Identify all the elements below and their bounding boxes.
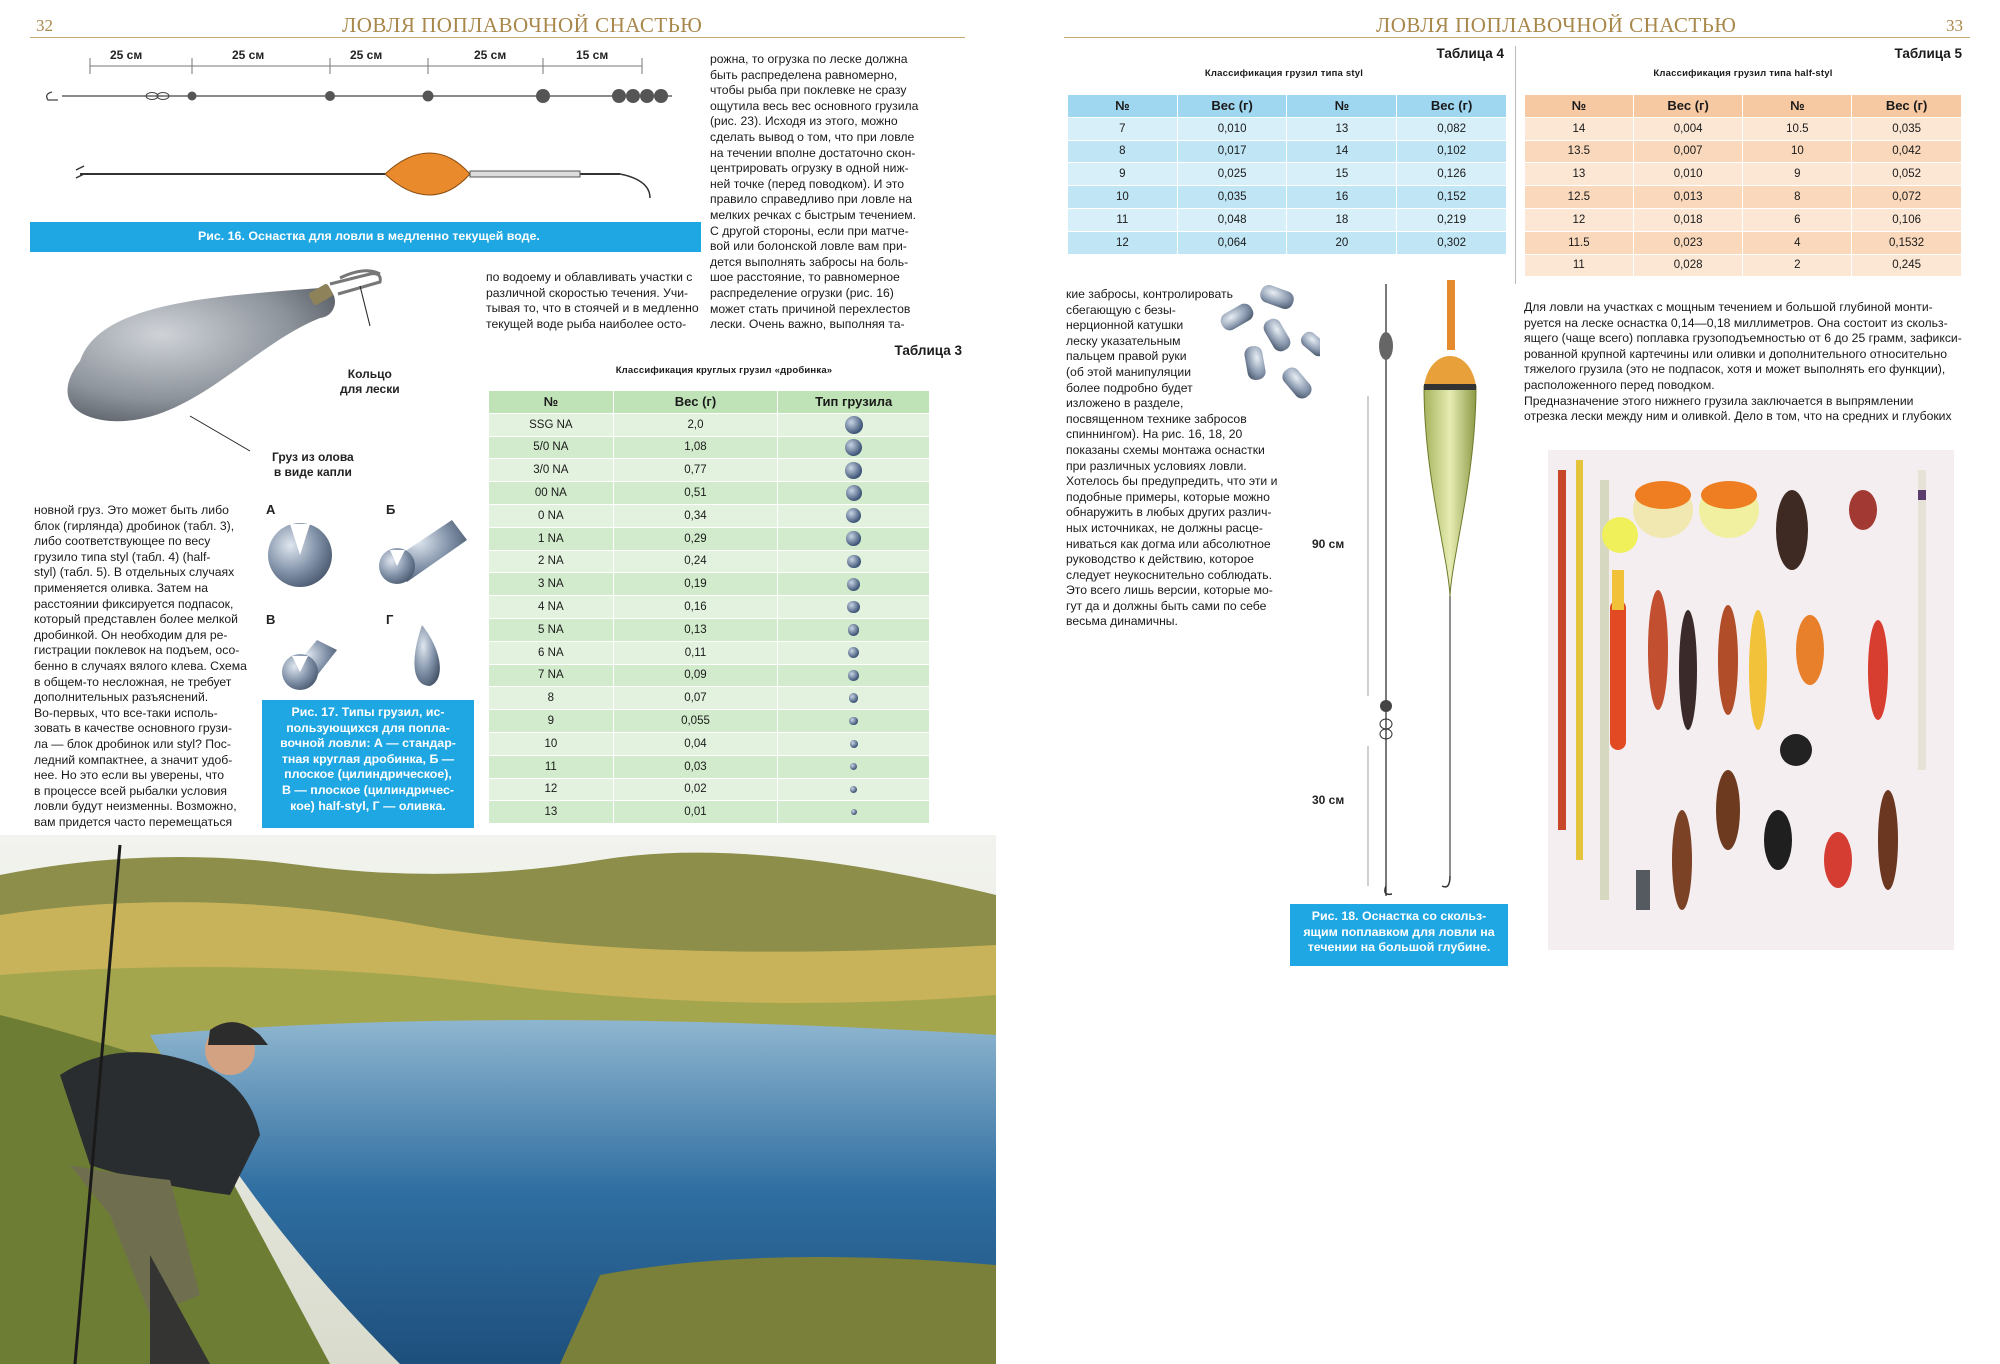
table-row [489, 596, 930, 619]
table-cell: 0,023 [1633, 231, 1743, 254]
table-cell: 18 [1287, 208, 1397, 231]
table-cell [778, 641, 930, 664]
table-row [1068, 117, 1507, 140]
table-cell [778, 710, 930, 733]
table-row [1068, 163, 1507, 186]
table-cell: 1,08 [613, 436, 778, 459]
table-row [489, 527, 930, 550]
table-row [489, 413, 930, 436]
table-cell: 16 [1287, 186, 1397, 209]
table-cell: 0,102 [1397, 140, 1507, 163]
fig17-letter-g: Г [386, 612, 394, 627]
table-cell: 7 [1068, 117, 1178, 140]
table-cell: 9 [489, 710, 614, 733]
table-cell: 2 NA [489, 550, 614, 573]
header-rule-left [30, 37, 965, 38]
table-row [1068, 208, 1507, 231]
table-cell: 00 NA [489, 482, 614, 505]
split-shot-icon [845, 439, 862, 456]
table4-header-number-2: № [1287, 95, 1397, 118]
table3-header-number: № [489, 391, 614, 414]
running-title-left: ЛОВЛЯ ПОПЛАВОЧНОЙ СНАСТЬЮ [342, 13, 703, 37]
table-row [489, 573, 930, 596]
table-row [1525, 117, 1962, 140]
styl-weight-b [379, 520, 467, 584]
table-cell: 0,245 [1852, 254, 1962, 277]
table-row [489, 755, 930, 778]
split-shot-icon [850, 763, 858, 771]
table-cell: 0,1532 [1852, 231, 1962, 254]
table-row [1525, 208, 1962, 231]
figure-18-caption: Рис. 18. Оснастка со скольз- ящим поплавком для ловли на течении на большой глубине. [1290, 904, 1508, 966]
figure-17-caption: Рис. 17. Типы грузил, ис- пользующихся для попла- вочной ловли: А — стандар- тная круглая дробинка, Б — плоское (цилиндрическое), В — плоское (цилиндричес- кое) half-styl, Г — оливка. [262, 700, 474, 828]
table-cell: 0,16 [613, 596, 778, 619]
distance-label-4: 25 см [474, 48, 507, 62]
figure-16 [30, 44, 702, 220]
table-cell: 0,09 [613, 664, 778, 687]
table-cell [778, 755, 930, 778]
split-shot-icon [848, 670, 858, 680]
table-row [1525, 186, 1962, 209]
split-shot-icon [848, 647, 859, 658]
table-row [489, 664, 930, 687]
table-cell: 0,34 [613, 504, 778, 527]
table-cell [778, 801, 930, 824]
distance-label-1: 25 см [110, 48, 143, 62]
table3-header-type: Тип грузила [778, 391, 930, 414]
table-cell: 0,02 [613, 778, 778, 801]
table-cell: 7 NA [489, 664, 614, 687]
fig17-letter-v: В [266, 612, 276, 627]
table-cell: 11.5 [1525, 231, 1634, 254]
text-column-left: новной груз. Это может быть либо блок (гирлянда) дробинок (табл. 3), либо соответствующее по весу грузило типа styl (табл. 4) (half- styl) (табл. 5). В отдельных случаях применяется оливка. Затем на расстоянии фиксируется подпасок, который представлен более мелкой дробинкой. Он необходим для ре- гистрации поклевок на подъем, осо- бенно в случаях вялого клева. Схема в общем-то несложная, не требует дополнительных разъяснений. Во-первых, что все-таки исполь- зовать в качестве основного грузи- ла — блок дробинок или styl? Пос- ледний компактнее, а значит удоб- нее. Но это если вы уверены, что в процессе всей рыбалки условия ловли будут неизменны. Возможно, вам придется часто перемещаться [34, 503, 247, 829]
table-cell: 0,013 [1633, 186, 1743, 209]
table-cell: 0,018 [1633, 208, 1743, 231]
table-row [1068, 186, 1507, 209]
table-cell: 0,072 [1852, 186, 1962, 209]
split-shot-icon [845, 462, 862, 479]
table-cell [778, 664, 930, 687]
table-cell: 0,03 [613, 755, 778, 778]
split-shot-icon [847, 578, 860, 591]
table-cell [778, 504, 930, 527]
table-cell [778, 436, 930, 459]
table4-subtitle: Классификация грузил типа styl [1204, 68, 1364, 79]
lead-drop-shape [68, 288, 335, 421]
table-cell [778, 778, 930, 801]
split-shot-icon [849, 717, 858, 726]
table-row [1525, 140, 1962, 163]
table4-header-number-1: № [1068, 95, 1178, 118]
header-rule-right [1064, 37, 1970, 38]
table4 [1067, 94, 1507, 255]
table3-subtitle: Классификация круглых грузил «дробинка» [615, 365, 833, 376]
table-cell: 14 [1525, 117, 1634, 140]
table-cell: 13.5 [1525, 140, 1634, 163]
table-cell: 10 [1743, 140, 1852, 163]
table-cell: 0,07 [613, 687, 778, 710]
table-cell [778, 413, 930, 436]
table-cell: 0,035 [1177, 186, 1287, 209]
table-cell: 0,01 [613, 801, 778, 824]
running-title-right: ЛОВЛЯ ПОПЛАВОЧНОЙ СНАСТЬЮ [1376, 13, 1737, 37]
table-cell: 9 [1068, 163, 1178, 186]
table-row [489, 710, 930, 733]
table-cell [778, 527, 930, 550]
split-shot-a [268, 523, 332, 587]
table-cell: 0,004 [1633, 117, 1743, 140]
split-shot-icon [849, 693, 859, 703]
table-cell [778, 596, 930, 619]
table-cell: 6 NA [489, 641, 614, 664]
table-cell: 0,219 [1397, 208, 1507, 231]
table4-body [1068, 117, 1507, 254]
table-cell: 14 [1287, 140, 1397, 163]
label-lead-drop: Груз из олова в виде капли [272, 450, 354, 479]
table-cell: 8 [489, 687, 614, 710]
table-row [489, 504, 930, 527]
table-row [489, 618, 930, 641]
page-number-left: 32 [36, 16, 53, 35]
table4-header-weight-1: Вес (г) [1177, 95, 1287, 118]
fig17-letter-a: А [266, 502, 276, 517]
table5-header-number-2: № [1743, 95, 1852, 118]
table-cell: 0,152 [1397, 186, 1507, 209]
table-cell: 0,29 [613, 527, 778, 550]
table5-subtitle: Классификация грузил типа half-styl [1653, 68, 1833, 79]
table-cell: 0,126 [1397, 163, 1507, 186]
table-cell: 0,24 [613, 550, 778, 573]
table-cell: 13 [489, 801, 614, 824]
table-row [489, 482, 930, 505]
table-cell: 0,048 [1177, 208, 1287, 231]
table-row [1525, 163, 1962, 186]
table-cell: 3 NA [489, 573, 614, 596]
photo-river-angler [0, 835, 996, 1364]
table-cell: 8 [1743, 186, 1852, 209]
table-cell [778, 687, 930, 710]
table-cell: 5 NA [489, 618, 614, 641]
table-cell: 0,052 [1852, 163, 1962, 186]
table5-header-number-1: № [1525, 95, 1634, 118]
table-cell: 12 [489, 778, 614, 801]
half-styl-weight-v [282, 640, 337, 690]
split-shot-icon [846, 508, 861, 523]
table-cell: 0,13 [613, 618, 778, 641]
split-shot-icon [846, 485, 862, 501]
table3-title: Таблица 3 [894, 343, 962, 358]
table5-header-weight-2: Вес (г) [1852, 95, 1962, 118]
table-cell: 2,0 [613, 413, 778, 436]
photo-floats-collection [1548, 450, 1954, 950]
table-cell: 8 [1068, 140, 1178, 163]
table-cell: 4 [1743, 231, 1852, 254]
table-cell: 5/0 NA [489, 436, 614, 459]
table-row [489, 801, 930, 824]
table-cell: 2 [1743, 254, 1852, 277]
figure-16-caption: Рис. 16. Оснастка для ловли в медленно текущей воде. [30, 222, 701, 252]
table-cell [778, 732, 930, 755]
table-row [1525, 231, 1962, 254]
table-row [489, 641, 930, 664]
fig18-distance-90: 90 см [1312, 537, 1345, 551]
table-cell [778, 482, 930, 505]
fig18-distance-30: 30 см [1312, 793, 1345, 807]
table-cell [778, 573, 930, 596]
table-cell: 15 [1287, 163, 1397, 186]
table-cell: 0,302 [1397, 231, 1507, 254]
split-shot-icon [845, 416, 863, 434]
table-cell: 11 [1068, 208, 1178, 231]
table-cell: 10.5 [1743, 117, 1852, 140]
table-cell: 10 [489, 732, 614, 755]
table-cell: 0,055 [613, 710, 778, 733]
table5-header-weight-1: Вес (г) [1633, 95, 1743, 118]
table-cell: 0,04 [613, 732, 778, 755]
table-cell: 0 NA [489, 504, 614, 527]
rig-diagram-16 [30, 44, 702, 220]
table-row [489, 778, 930, 801]
split-shot-icon [848, 624, 860, 636]
table4-header-weight-2: Вес (г) [1397, 95, 1507, 118]
table-row [1068, 140, 1507, 163]
split-shot-icon [850, 740, 858, 748]
table-row [489, 550, 930, 573]
split-shot-icon [846, 531, 861, 546]
table-cell: 9 [1743, 163, 1852, 186]
table-cell: 0,11 [613, 641, 778, 664]
distance-label-5: 15 см [576, 48, 609, 62]
table-cell: 0,035 [1852, 117, 1962, 140]
table-cell: 1 NA [489, 527, 614, 550]
table-row [489, 732, 930, 755]
table-cell: 0,106 [1852, 208, 1962, 231]
table-cell: 13 [1525, 163, 1634, 186]
table-cell: 0,007 [1633, 140, 1743, 163]
olive-weight-g [414, 625, 439, 686]
table-cell [778, 550, 930, 573]
table-cell: 12 [1525, 208, 1634, 231]
table-cell: 0,082 [1397, 117, 1507, 140]
table-row [489, 436, 930, 459]
table-cell: 0,51 [613, 482, 778, 505]
table-cell: 12.5 [1525, 186, 1634, 209]
table4-title: Таблица 4 [1436, 46, 1504, 61]
split-shot-icon [847, 601, 859, 613]
table-cell: 20 [1287, 231, 1397, 254]
split-shot-icon [851, 809, 857, 815]
split-shot-icon [847, 555, 861, 569]
table-cell: 0,064 [1177, 231, 1287, 254]
table5-title: Таблица 5 [1894, 46, 1962, 61]
table-row [489, 459, 930, 482]
table-cell: 10 [1068, 186, 1178, 209]
table-cell [778, 459, 930, 482]
table-cell: 0,77 [613, 459, 778, 482]
text-column-top-right: рожна, то огрузка по леске должна быть распределена равномерно, чтобы рыба при поклевке не сразу ощутила весь вес основного грузила (рис. 23). Исходя из этого, можно сделать вывод о том, что при ловле на течении вполне достаточно скон- центрировать огрузку в одной ниж- ней точке (перед поводком). И это правило справедливо при ловле на мелких речках с быстрым течением. С другой стороны, если при матче- вой или болонской ловле вам при- дется выполнять забросы на боль- шое расстояние, то равномерное распределение огрузки (рис. 16) может стать причиной перехлестов лески. Очень важно, выполняя та- [710, 52, 919, 332]
split-shot-icon [850, 786, 857, 793]
figure-17 [262, 500, 480, 696]
table-cell: 11 [1525, 254, 1634, 277]
table3-body [489, 413, 930, 823]
table-cell: 0,010 [1633, 163, 1743, 186]
table-cell: 0,010 [1177, 117, 1287, 140]
table-row [489, 687, 930, 710]
table-cell: 11 [489, 755, 614, 778]
table-cell: 0,017 [1177, 140, 1287, 163]
table3-header-weight: Вес (г) [613, 391, 778, 414]
table5-body [1525, 117, 1962, 277]
table-cell: 12 [1068, 231, 1178, 254]
table-cell: 0,025 [1177, 163, 1287, 186]
table-cell [778, 618, 930, 641]
label-ring: Кольцо для лески [340, 367, 400, 396]
distance-label-2: 25 см [232, 48, 265, 62]
table-row [1525, 254, 1962, 277]
table-cell: SSG NA [489, 413, 614, 436]
text-column-right-left: кие забросы, контролировать сбегающую с безы- нерционной катушки леску указательным пальцем правой руки (об этой манипуляции более подробно будет изложено в разделе, посвященном технике забросов спиннингом). На рис. 16, 18, 20 показаны схемы монтажа оснастки при различных условиях ловли. Хотелось бы предупредить, что эти и подобные примеры, которые можно обнаружить в любых других различ- ных источниках, не должны расце- ниваться как догма или абсолютное руководство к действию, которое следует неукоснительно соблюдать. Это всего лишь версии, которые мо- гут да и должны быть сами по себе весьма динамичны. [1066, 287, 1278, 629]
table-cell: 6 [1743, 208, 1852, 231]
table-cell: 3/0 NA [489, 459, 614, 482]
table5 [1524, 94, 1962, 277]
table-cell: 0,19 [613, 573, 778, 596]
column-divider-right [1515, 46, 1516, 284]
table-row [1068, 231, 1507, 254]
table-cell: 4 NA [489, 596, 614, 619]
distance-label-3: 25 см [350, 48, 383, 62]
table3 [488, 390, 930, 824]
table-cell: 13 [1287, 117, 1397, 140]
table-cell: 0,028 [1633, 254, 1743, 277]
fig17-letter-b: Б [386, 502, 396, 517]
text-column-mid: по водоему и облавливать участки с различной скоростью течения. Учи- тывая то, что в стоячей и в медленно текущей воде рыба наиболее осто- [486, 270, 699, 331]
text-column-right: Для ловли на участках с мощным течением и большой глубиной монти- руется на леске оснастка 0,14—0,18 миллиметров. Она состоит из скольз- ящего (чаще всего) поплавка грузоподъемностью от 6 до 25 грамм, зафикси- рованной крупной картечины или оливки и дополнительного относительно тяжелого грузила (это не подпасок, хотя и может выполнять его функции), расположенного перед поводком. Предназначение этого нижнего грузила заключается в выпрямлении отрезка лески между ним и оливкой. Дело в том, что на средних и глубоких [1524, 300, 1962, 424]
page-number-right: 33 [1946, 16, 1963, 35]
table-cell: 0,042 [1852, 140, 1962, 163]
